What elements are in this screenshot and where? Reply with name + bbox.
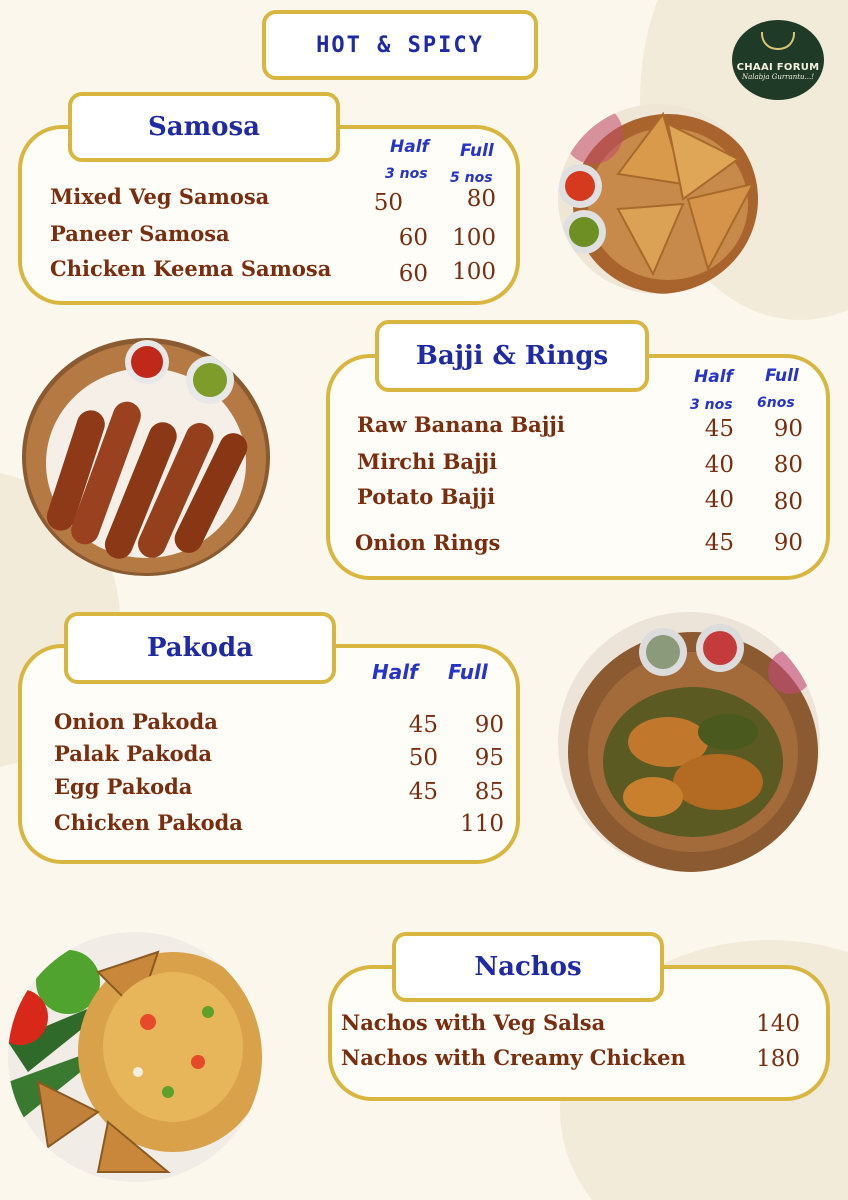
menu-item-full-price: 95 [474,745,504,771]
menu-item-half-price: 45 [704,530,734,556]
logo-tagline: Nalabja Gurrantu...! [741,72,815,81]
page-title [262,10,538,80]
logo-text: CHAAI FORUM [736,61,820,73]
samosa-col-full: Full [460,141,494,161]
samosa-sub-full: 5 nos [450,170,493,186]
menu-item-half-price: 60 [398,225,428,251]
menu-item-half-price: 45 [408,712,438,738]
nachos-title-text: Nachos [474,952,582,982]
menu-item-name: Chicken Keema Samosa [50,256,332,281]
menu-item-name: Onion Rings [355,530,501,555]
menu-item-name: Paneer Samosa [50,221,230,246]
menu-item-full-price: 80 [773,489,803,515]
samosa-plate-image [558,104,758,294]
menu-item-full-price: 100 [452,259,496,285]
pakoda-plate-image [558,612,820,872]
menu-item-name: Potato Bajji [357,484,496,509]
menu-item-name: Mixed Veg Samosa [50,184,270,209]
page-title-text: HOT & SPICY [316,32,484,58]
menu-item-name: Chicken Pakoda [54,810,243,835]
menu-item-name: Raw Banana Bajji [357,412,565,437]
bajji-sub-half: 3 nos [690,397,733,413]
bajji-plate-image [22,338,270,576]
samosa-title [68,92,340,162]
menu-item-half-price: 45 [408,779,438,805]
menu-item-full-price: 90 [773,416,803,442]
nachos-plate-image [8,932,262,1182]
pakoda-photo [558,612,820,872]
menu-item-price: 180 [756,1046,800,1072]
tea-cup-icon [761,32,795,50]
samosa-title-text: Samosa [148,112,260,142]
menu-item-half-price: 40 [704,487,734,513]
pakoda-title-text: Pakoda [146,633,254,663]
bajji-title-text: Bajji & Rings [415,341,609,371]
nachos-title [392,932,664,1002]
menu-item-name: Nachos with Veg Salsa [341,1010,606,1035]
nachos-photo [8,932,262,1182]
bajji-title [375,320,649,392]
menu-item-name: Mirchi Bajji [357,449,498,474]
menu-item-half-price: 45 [704,416,734,442]
menu-item-full-price: 80 [466,186,496,212]
menu-item-full-price: 80 [773,452,803,478]
menu-item-half-price: 50 [408,745,438,771]
bajji-photo [22,338,270,576]
menu-item-full-price: 100 [452,225,496,251]
menu-item-name: Egg Pakoda [54,774,193,799]
bajji-sub-full: 6nos [757,395,795,411]
menu-item-full-price: 90 [773,530,803,556]
menu-item-full-price: 110 [460,811,504,837]
menu-item-half-price: 60 [398,261,428,287]
samosa-col-half: Half [390,137,429,157]
samosa-sub-half: 3 nos [385,166,428,182]
menu-item-full-price: 85 [474,779,504,805]
brand-logo [732,20,824,100]
menu-item-half-price: 40 [704,452,734,478]
bajji-col-half: Half [694,367,733,387]
pakoda-title [64,612,336,684]
menu-item-name: Onion Pakoda [54,709,218,734]
menu-item-name: Palak Pakoda [54,741,212,766]
menu-item-price: 140 [756,1011,800,1037]
menu-item-half-price: 50 [373,190,403,216]
samosa-photo [558,104,758,294]
pakoda-col-full: Full [448,660,488,684]
pakoda-col-half: Half [372,660,418,684]
bajji-col-full: Full [765,366,799,386]
menu-item-full-price: 90 [474,712,504,738]
menu-item-name: Nachos with Creamy Chicken [341,1045,686,1070]
